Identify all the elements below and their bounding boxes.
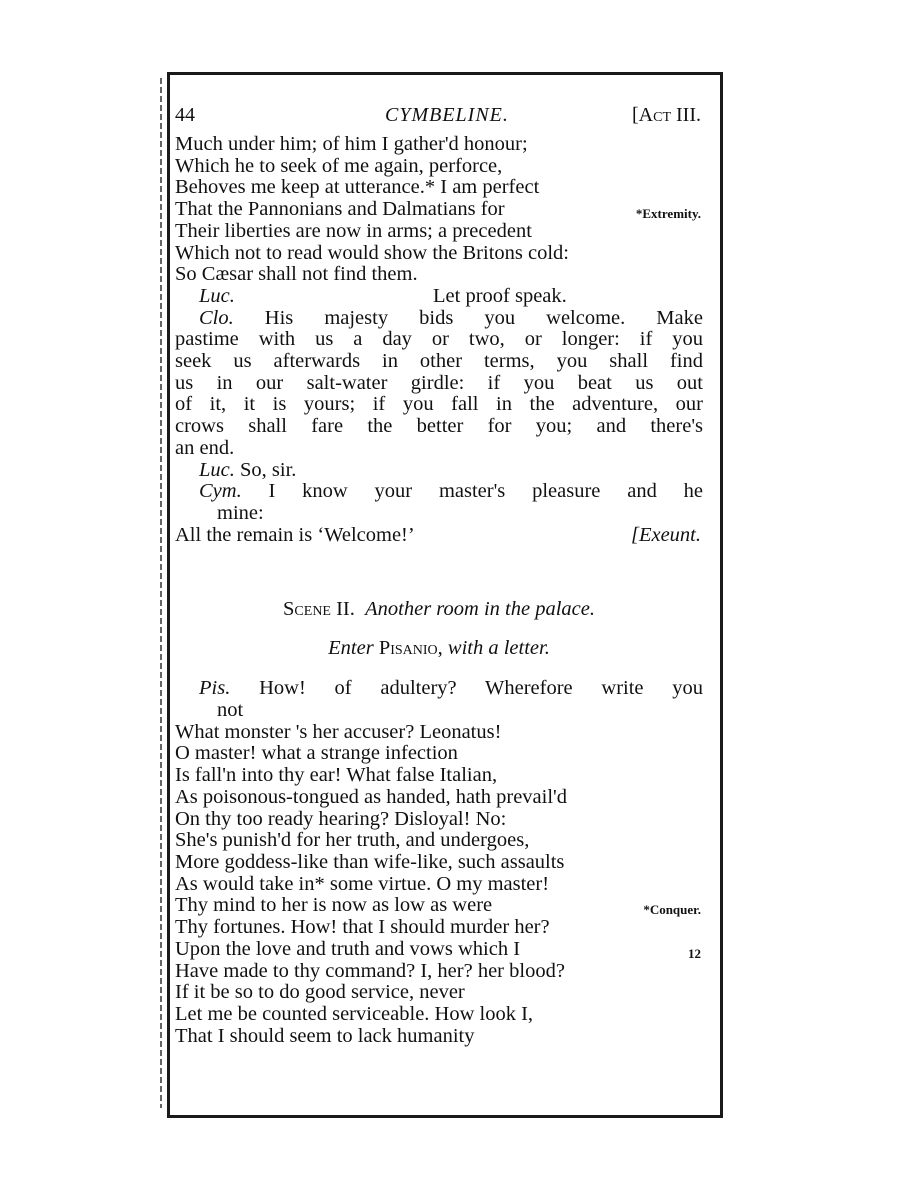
margin-note-conquer: *Conquer. [643,902,701,918]
speech-lucius-1 [175,286,703,308]
speech-text: How! of adultery? Wherefore write you [259,677,704,700]
verse-line-text: Upon the love and truth and vows which I [175,937,521,960]
left-margin-rule [160,78,162,1108]
verse-line-with-note [175,895,703,917]
running-title: CYMBELINE. [385,104,509,126]
verse-line-with-note [175,199,703,221]
scene-heading [175,598,703,621]
speech-first-line [175,308,703,330]
verse-line-text: Thy mind to her is now as low as were [175,894,493,917]
speech-cloten [175,308,703,460]
verse-line: As poisonous-tongued as handed, hath prevail'd [175,785,567,808]
page-body [175,98,703,1047]
verse-line: Which not to read would show the Britons cold: [175,241,569,264]
verse-line-numbered [175,939,703,961]
verse-line-text: All the remain is ‘Welcome!’ [175,523,415,546]
verse-line: That I should seem to lack humanity [175,1024,475,1047]
prose-line: seek us afterwards in other terms, you shall find [175,350,703,373]
act-bracket: [ [632,104,639,126]
speaker-name: Clo. [199,306,234,329]
verse-line: As would take in* some virtue. O my master! [175,872,550,895]
verse-continuation: not [217,699,244,722]
verse-line: So Cæsar shall not find them. [175,263,418,286]
speaker-name: Cym. [199,480,242,503]
verse-line: Behoves me keep at utterance.* I am perfect [175,176,540,199]
speech-text: His majesty bids you welcome. Make [264,306,703,329]
verse-line-text: That the Pannonians and Dalmatians for [175,198,505,221]
prose-line: an end. [175,436,235,459]
verse-line: She's punish'd for her truth, and undergoes, [175,829,530,852]
stage-direction-entry [175,637,703,660]
verse-line: Let me be counted serviceable. How look I, [175,1002,534,1025]
verse-line: What monster 's her accuser? Leonatus! [175,720,502,743]
running-header [175,98,703,134]
verse-line: If it be so to do good service, never [175,981,465,1004]
entry-rest: with a letter. [447,637,550,660]
scene-setting: Another room in the palace. [365,598,595,621]
scene-label: Scene II. [283,598,355,621]
verse-line: Their liberties are now in arms; a precedent [175,219,532,242]
verse-line: Is fall'n into thy ear! What false Italian, [175,764,498,787]
verse-line: Which he to seek of me again, perforce, [175,154,503,177]
act-text: Act III. [638,104,701,126]
verse-line: Thy fortunes. How! that I should murder her? [175,916,550,939]
speech-text: I know your master's pleasure and he [268,480,703,503]
verse-line-with-exit [175,525,703,547]
verse-continuation: mine: [217,501,264,524]
stage-direction-exeunt: [Exeunt. [630,523,701,546]
verse-line: More goddess-like than wife-like, such assaults [175,850,565,873]
verse-block-1 [175,134,703,286]
speaker-name: Pis. [199,677,231,700]
margin-note-extremity: *Extremity. [635,206,701,222]
speaker-name: Luc. [199,284,235,307]
act-label [632,104,701,127]
verse-line: Much under him; of him I gather'd honour; [175,133,528,155]
verse-line: Have made to thy command? I, her? her blood? [175,959,565,982]
speech-cymbeline [175,481,703,546]
section-gap [175,546,703,598]
prose-line: crows shall fare the better for you; and there's [175,415,703,438]
prose-line: pastime with us a day or two, or longer: if you [175,328,703,351]
speech-text: Let proof speak. [433,284,567,307]
speech-pisanio [175,678,703,1047]
speaker-name: Luc. [199,458,235,481]
page-number: 44 [175,104,195,126]
verse-line: O master! what a strange infection [175,742,458,765]
entry-enter: Enter [328,637,374,660]
speech-lucius-2 [175,460,703,482]
speech-first-line [175,678,703,700]
line-number: 12 [688,945,701,961]
speech-text: So, sir. [240,458,297,481]
speech-first-line [175,481,703,503]
prose-line: us in our salt-water girdle: if you beat us out [175,371,703,394]
prose-line: of it, it is yours; if you fall in the adventure, our [175,393,703,416]
entry-character: Pisanio, [378,637,443,660]
verse-line: On thy too ready hearing? Disloyal! No: [175,807,507,830]
